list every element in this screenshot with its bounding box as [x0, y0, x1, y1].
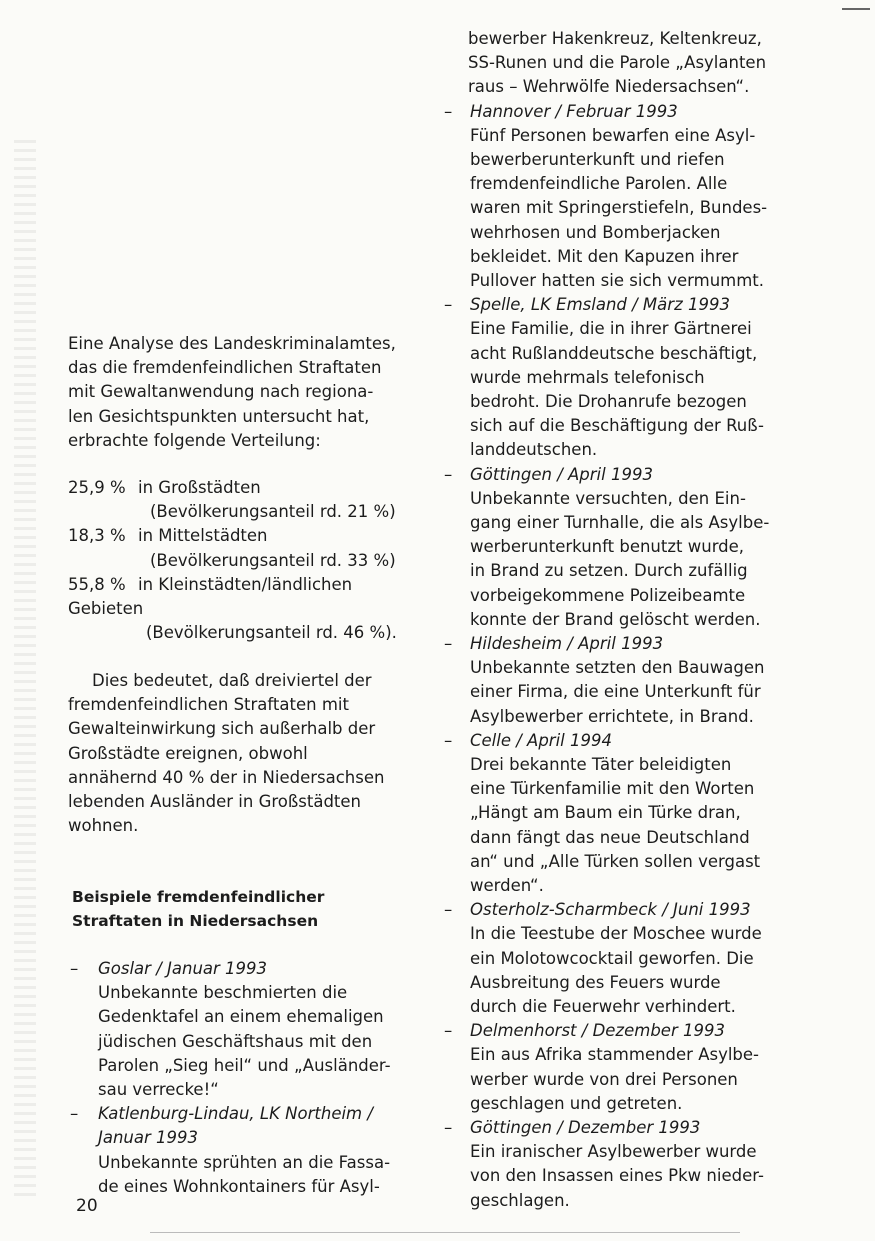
entry-heading: Delmenhorst / Dezember 1993 [470, 1021, 725, 1041]
paragraph-line: wohnen. [68, 816, 139, 836]
entry-text: bekleidet. Mit den Kapuzen ihrer [470, 246, 739, 266]
entry-text: bedroht. Die Drohanrufe bezogen [470, 392, 747, 411]
entry-text: von den Insassen eines Pkw nieder- [470, 1166, 764, 1186]
binding-shadow [14, 140, 36, 1200]
continuation-line: SS-Runen und die Parole „Asylanten [468, 53, 767, 73]
entry-text: Parolen „Sieg heil“ und „Ausländer- [98, 1055, 391, 1075]
entry-text: Fünf Personen bewarfen eine Asyl- [470, 125, 756, 145]
entry-text: Unbekannte beschmierten die [98, 983, 348, 1003]
entry-text: Pullover hatten sie sich vermummt. [470, 271, 765, 290]
entry-text: waren mit Springerstiefeln, Bundes- [470, 198, 768, 218]
entry-heading: Celle / April 1994 [470, 730, 612, 750]
bottom-rule [150, 1232, 740, 1233]
paragraph-line: annähernd 40 % der in Niedersachsen [68, 767, 385, 787]
dash-bullet: – [444, 1118, 453, 1137]
entry-text: wurde mehrmals telefonisch [470, 367, 705, 387]
entry-text: geschlagen und getreten. [470, 1093, 683, 1113]
stat-text: in Großstädten [138, 478, 261, 497]
entry-heading: Osterholz-Scharmbeck / Juni 1993 [470, 900, 751, 920]
entry-text: Ein aus Afrika stammender Asylbe- [470, 1045, 760, 1065]
entry-text: Eine Familie, die in ihrer Gärtnerei [470, 319, 752, 339]
entry-text: de eines Wohnkontainers für Asyl- [98, 1176, 380, 1196]
stat-percent: 18,3 % [68, 526, 126, 546]
continuation-line: raus – Wehrwölfe Niedersachsen“. [468, 77, 750, 97]
entry-text: Gedenktafel an einem ehemaligen [98, 1007, 384, 1027]
entry-heading: Hildesheim / April 1993 [470, 634, 664, 653]
entry-text: in Brand zu setzen. Durch zufällig [470, 561, 748, 581]
entry-heading: Göttingen / Dezember 1993 [470, 1118, 701, 1137]
stat-text: in Mittelstädten [138, 526, 268, 546]
entry-text: sau verrecke!“ [98, 1080, 219, 1099]
entry-text: Ein iranischer Asylbewerber wurde [470, 1142, 757, 1162]
entry-text: durch die Feuerwehr verhindert. [470, 997, 736, 1016]
entry-text: fremdenfeindliche Parolen. Alle [470, 174, 728, 194]
section-heading: Beispiele fremdenfeindlicher [72, 888, 325, 906]
dash-bullet: – [70, 959, 79, 978]
dash-bullet: – [444, 295, 453, 315]
entry-text: landdeutschen. [470, 440, 598, 460]
entry-text: In die Teestube der Moschee wurde [470, 924, 762, 944]
entry-heading: Hannover / Februar 1993 [470, 101, 678, 121]
entry-text: werden“. [470, 876, 544, 895]
paragraph-line: Großstädte ereignen, obwohl [68, 743, 308, 763]
entry-text: „Hängt am Baum ein Türke dran, [470, 803, 741, 823]
intro-line: mit Gewaltanwendung nach regiona- [68, 382, 374, 402]
entry-text: ein Molotowcocktail geworfen. Die [470, 948, 754, 968]
entry-text: Ausbreitung des Feuers wurde [470, 972, 721, 992]
stat-text-cont: Gebieten [68, 599, 144, 618]
entry-text: sich auf die Beschäftigung der Ruß- [470, 416, 764, 436]
paragraph-line: Gewalteinwirkung sich außerhalb der [68, 719, 376, 739]
entry-text: wehrhosen und Bomberjacken [470, 222, 721, 242]
entry-text: werber wurde von drei Personen [470, 1069, 738, 1089]
entry-text: gang einer Turnhalle, die als Asylbe- [470, 513, 770, 532]
entry-text: an“ und „Alle Türken sollen vergast [470, 851, 761, 871]
entry-text: vorbeigekommene Polizeibeamte [470, 585, 746, 605]
entry-text: Unbekannte sprühten an die Fassa- [98, 1152, 391, 1172]
section-heading: Straftaten in Niedersachsen [72, 912, 319, 930]
entry-text: Drei bekannte Täter beleidigten [470, 755, 732, 774]
intro-line: Eine Analyse des Landeskriminalamtes, [68, 334, 396, 353]
entry-heading: Goslar / Januar 1993 [98, 959, 268, 978]
dash-bullet: – [70, 1104, 79, 1124]
continuation-line: bewerber Hakenkreuz, Keltenkreuz, [468, 29, 762, 48]
entry-heading: Katlenburg-Lindau, LK Northeim / [98, 1104, 373, 1124]
entry-text: Unbekannte setzten den Bauwagen [470, 658, 765, 678]
entry-text: jüdischen Geschäftshaus mit den [98, 1031, 373, 1051]
entry-text: acht Rußlanddeutsche beschäftigt, [470, 343, 758, 363]
dash-bullet: – [444, 730, 453, 750]
page-number: 20 [76, 1196, 98, 1216]
dash-bullet: – [444, 634, 453, 653]
stat-note: (Bevölkerungsanteil rd. 46 %). [146, 623, 397, 643]
dash-bullet: – [444, 900, 453, 920]
stat-text: in Kleinstädten/ländlichen [138, 574, 353, 594]
dash-bullet: – [444, 464, 453, 484]
entry-heading: Januar 1993 [98, 1128, 199, 1148]
intro-line: erbrachte folgende Verteilung: [68, 430, 321, 450]
dash-bullet: – [444, 101, 453, 121]
intro-line: das die fremdenfeindlichen Straftaten [68, 358, 382, 378]
stat-percent: 55,8 % [68, 574, 126, 594]
stat-note: (Bevölkerungsanteil rd. 21 %) [150, 502, 396, 522]
edge-mark-top-right [842, 8, 870, 10]
dash-bullet: – [444, 1021, 453, 1041]
entry-text: eine Türkenfamilie mit den Worten [470, 779, 755, 799]
entry-text: einer Firma, die eine Unterkunft für [470, 682, 761, 702]
entry-text: konnte der Brand gelöscht werden. [470, 609, 761, 629]
intro-line: len Gesichtspunkten untersucht hat, [68, 406, 370, 426]
entry-text: bewerberunterkunft und riefen [470, 150, 725, 169]
paragraph-line: lebenden Ausländer in Großstädten [68, 792, 362, 811]
stat-percent: 25,9 % [68, 478, 126, 497]
entry-heading: Spelle, LK Emsland / März 1993 [470, 295, 730, 315]
entry-text: werberunterkunft benutzt wurde, [470, 537, 745, 557]
stat-note: (Bevölkerungsanteil rd. 33 %) [150, 550, 396, 570]
paragraph-line: Dies bedeutet, daß dreiviertel der [92, 671, 372, 690]
entry-text: dann fängt das neue Deutschland [470, 827, 750, 847]
entry-text: Asylbewerber errichtete, in Brand. [470, 706, 754, 726]
entry-text: Unbekannte versuchten, den Ein- [470, 488, 746, 508]
entry-text: geschlagen. [470, 1190, 570, 1210]
paragraph-line: fremdenfeindlichen Straftaten mit [68, 695, 349, 715]
entry-heading: Göttingen / April 1993 [470, 464, 653, 484]
